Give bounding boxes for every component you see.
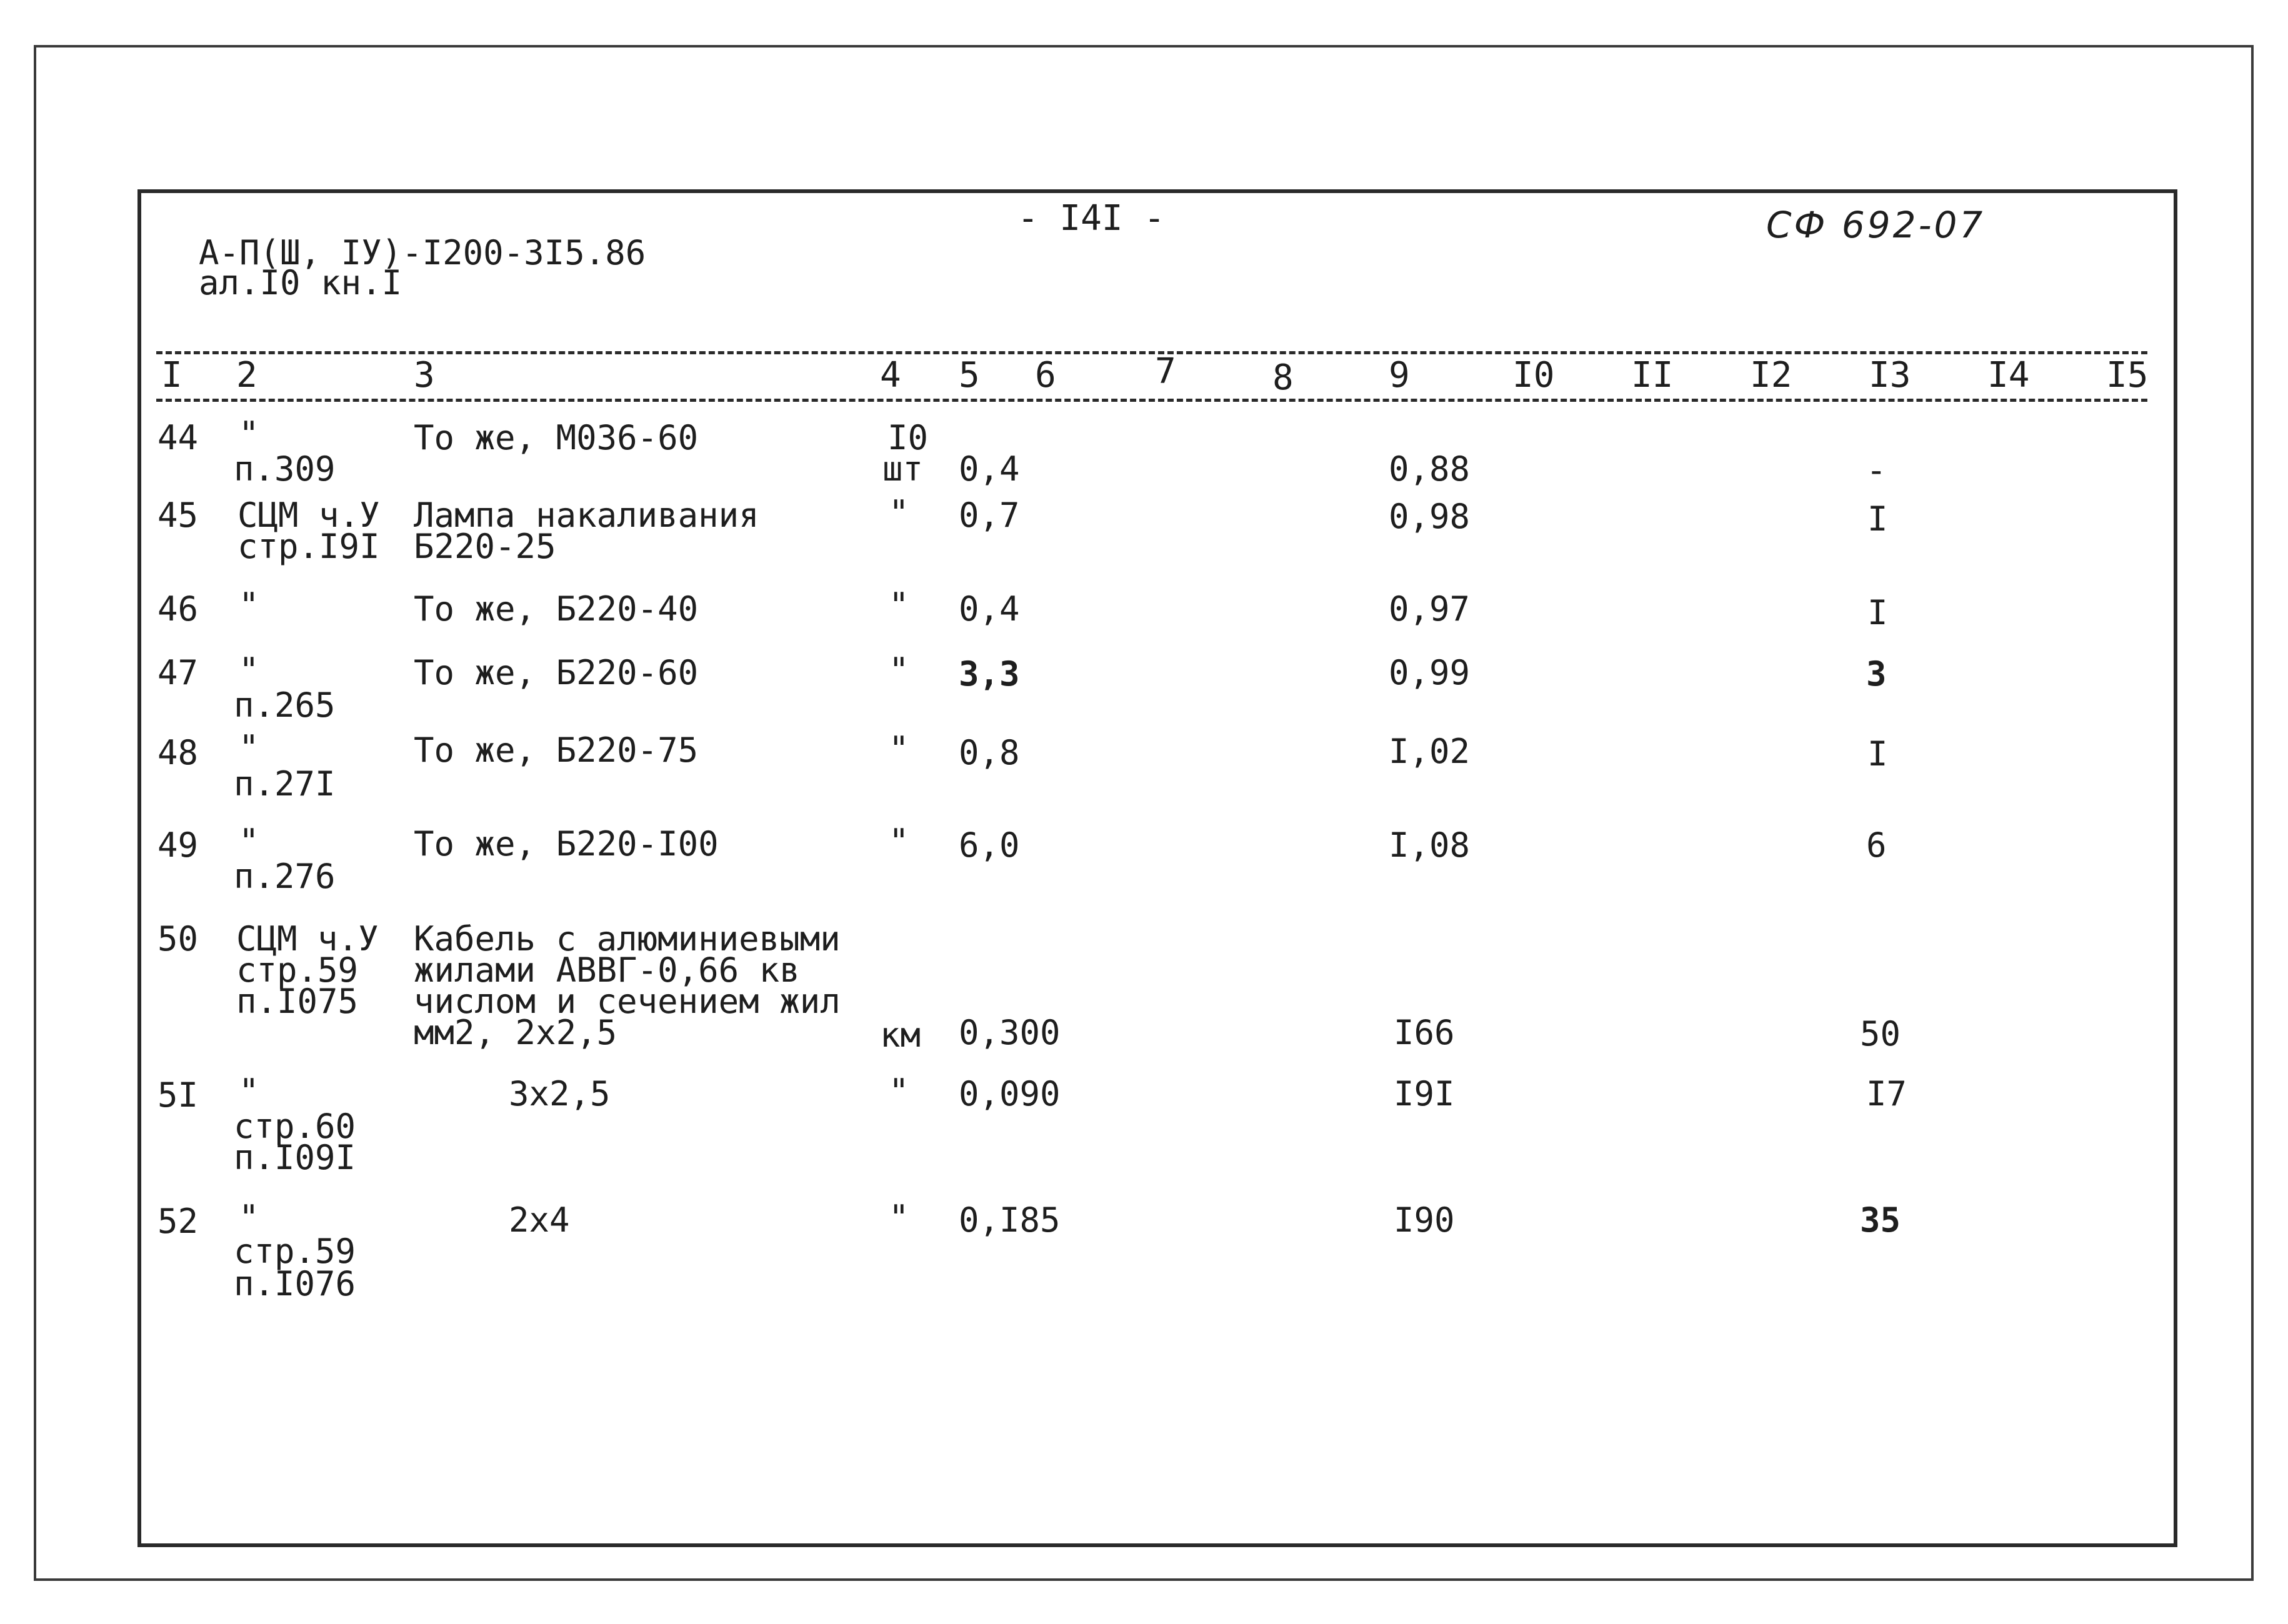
header-bottom-rule [156, 399, 2147, 402]
column-13-value: I [1867, 593, 1888, 632]
quantity: 0,4 [959, 589, 1020, 629]
column-13-value: 50 [1860, 1014, 1901, 1054]
row-number: 50 [157, 919, 199, 959]
column-header-14: I4 [1987, 355, 2030, 396]
unit: " [889, 1072, 909, 1111]
row-number: 52 [157, 1202, 199, 1241]
item-description: То же, Б220-I00 [414, 824, 719, 864]
handwritten-code: СФ 692-07 [1766, 204, 1986, 246]
item-description: То же, Б220-60 [414, 653, 699, 692]
column-header-1: I [161, 355, 182, 396]
unit: шт [882, 449, 924, 489]
row-number: 5I [157, 1075, 199, 1115]
source-ref: " [239, 414, 259, 454]
quantity: 0,I85 [959, 1200, 1061, 1240]
quantity: 0,8 [959, 733, 1020, 772]
header-top-rule [156, 351, 2147, 354]
column-header-11: II [1631, 355, 1674, 396]
source-ref: стр.60 [234, 1107, 356, 1146]
quantity: 3,3 [959, 654, 1020, 694]
source-ref: стр.59 [236, 950, 359, 990]
item-description: Б220-25 [414, 527, 556, 566]
source-ref: " [239, 728, 259, 767]
column-13-value: 35 [1860, 1200, 1901, 1240]
source-ref: СЦМ ч.У [237, 496, 380, 535]
column-header-2: 2 [236, 355, 257, 396]
quantity: 6,0 [959, 825, 1020, 865]
item-description: числом и сечением жил [414, 982, 841, 1021]
item-description: Кабель с алюминиевыми [414, 919, 841, 959]
source-ref: п.276 [234, 857, 336, 896]
item-description: жилами АВВГ-0,66 кв [414, 950, 800, 990]
unit: " [889, 650, 909, 690]
column-header-5: 5 [959, 355, 980, 396]
column-13-value: 6 [1866, 825, 1887, 865]
source-ref: " [239, 650, 259, 690]
row-number: 48 [157, 733, 199, 772]
source-ref: СЦМ ч.У [236, 919, 379, 959]
coefficient: I90 [1394, 1200, 1455, 1240]
coefficient: 0,88 [1389, 449, 1471, 489]
unit: км [880, 1015, 921, 1055]
column-header-4: 4 [880, 355, 901, 396]
unit: " [889, 822, 909, 861]
item-description: мм2, 2х2,5 [414, 1013, 617, 1052]
item-description: Лампа накаливания [414, 496, 759, 535]
coefficient: I66 [1394, 1013, 1455, 1052]
source-ref: п.I09I [234, 1138, 356, 1177]
quantity: 0,090 [959, 1074, 1061, 1113]
row-number: 44 [157, 418, 199, 457]
source-ref: п.265 [234, 685, 336, 725]
coefficient: I9I [1394, 1074, 1455, 1113]
column-header-15: I5 [2106, 355, 2149, 396]
source-ref: п.I076 [234, 1264, 356, 1303]
unit: I0 [887, 418, 929, 457]
item-description: 3х2,5 [509, 1074, 611, 1113]
unit: " [889, 1198, 909, 1237]
coefficient: I,02 [1389, 732, 1471, 771]
coefficient: 0,99 [1389, 653, 1471, 692]
unit: " [889, 729, 909, 769]
column-header-7: 7 [1155, 351, 1176, 392]
unit: " [889, 493, 909, 532]
row-number: 45 [157, 496, 199, 535]
row-number: 47 [157, 653, 199, 692]
source-ref: " [239, 1072, 259, 1111]
coefficient: I,08 [1389, 825, 1471, 865]
quantity: 0,7 [959, 496, 1020, 535]
row-number: 46 [157, 589, 199, 629]
column-header-9: 9 [1389, 355, 1410, 396]
row-number: 49 [157, 825, 199, 865]
column-header-12: I2 [1750, 355, 1792, 396]
item-description: 2х4 [509, 1200, 570, 1240]
column-13-value: - [1866, 451, 1887, 490]
quantity: 0,4 [959, 449, 1020, 489]
quantity: 0,300 [959, 1013, 1061, 1052]
column-header-10: I0 [1512, 355, 1555, 396]
source-ref: п.27I [234, 764, 336, 804]
column-13-value: I [1867, 499, 1888, 539]
document-code: А-П(Ш, IУ)-I200-3I5.86 [199, 233, 646, 272]
column-13-value: 3 [1866, 654, 1887, 694]
source-ref: " [239, 822, 259, 861]
coefficient: 0,97 [1389, 589, 1471, 629]
item-description: То же, М036-60 [414, 418, 699, 457]
source-ref: " [239, 1198, 259, 1237]
document-album: ал.I0 кн.I [199, 263, 402, 302]
source-ref: стр.I9I [237, 527, 380, 566]
source-ref: п.I075 [236, 982, 359, 1021]
item-description: То же, Б220-75 [414, 730, 699, 770]
column-header-8: 8 [1272, 357, 1294, 398]
coefficient: 0,98 [1389, 497, 1471, 536]
unit: " [889, 585, 909, 625]
column-13-value: I [1867, 734, 1888, 774]
source-ref: " [239, 585, 259, 625]
page-number: - I4I - [1017, 198, 1166, 239]
item-description: То же, Б220-40 [414, 589, 699, 629]
source-ref: п.309 [234, 449, 336, 489]
column-13-value: I7 [1866, 1074, 1907, 1113]
source-ref: стр.59 [234, 1232, 356, 1271]
column-header-3: 3 [414, 355, 435, 396]
column-header-13: I3 [1869, 355, 1911, 396]
column-header-6: 6 [1035, 355, 1056, 396]
